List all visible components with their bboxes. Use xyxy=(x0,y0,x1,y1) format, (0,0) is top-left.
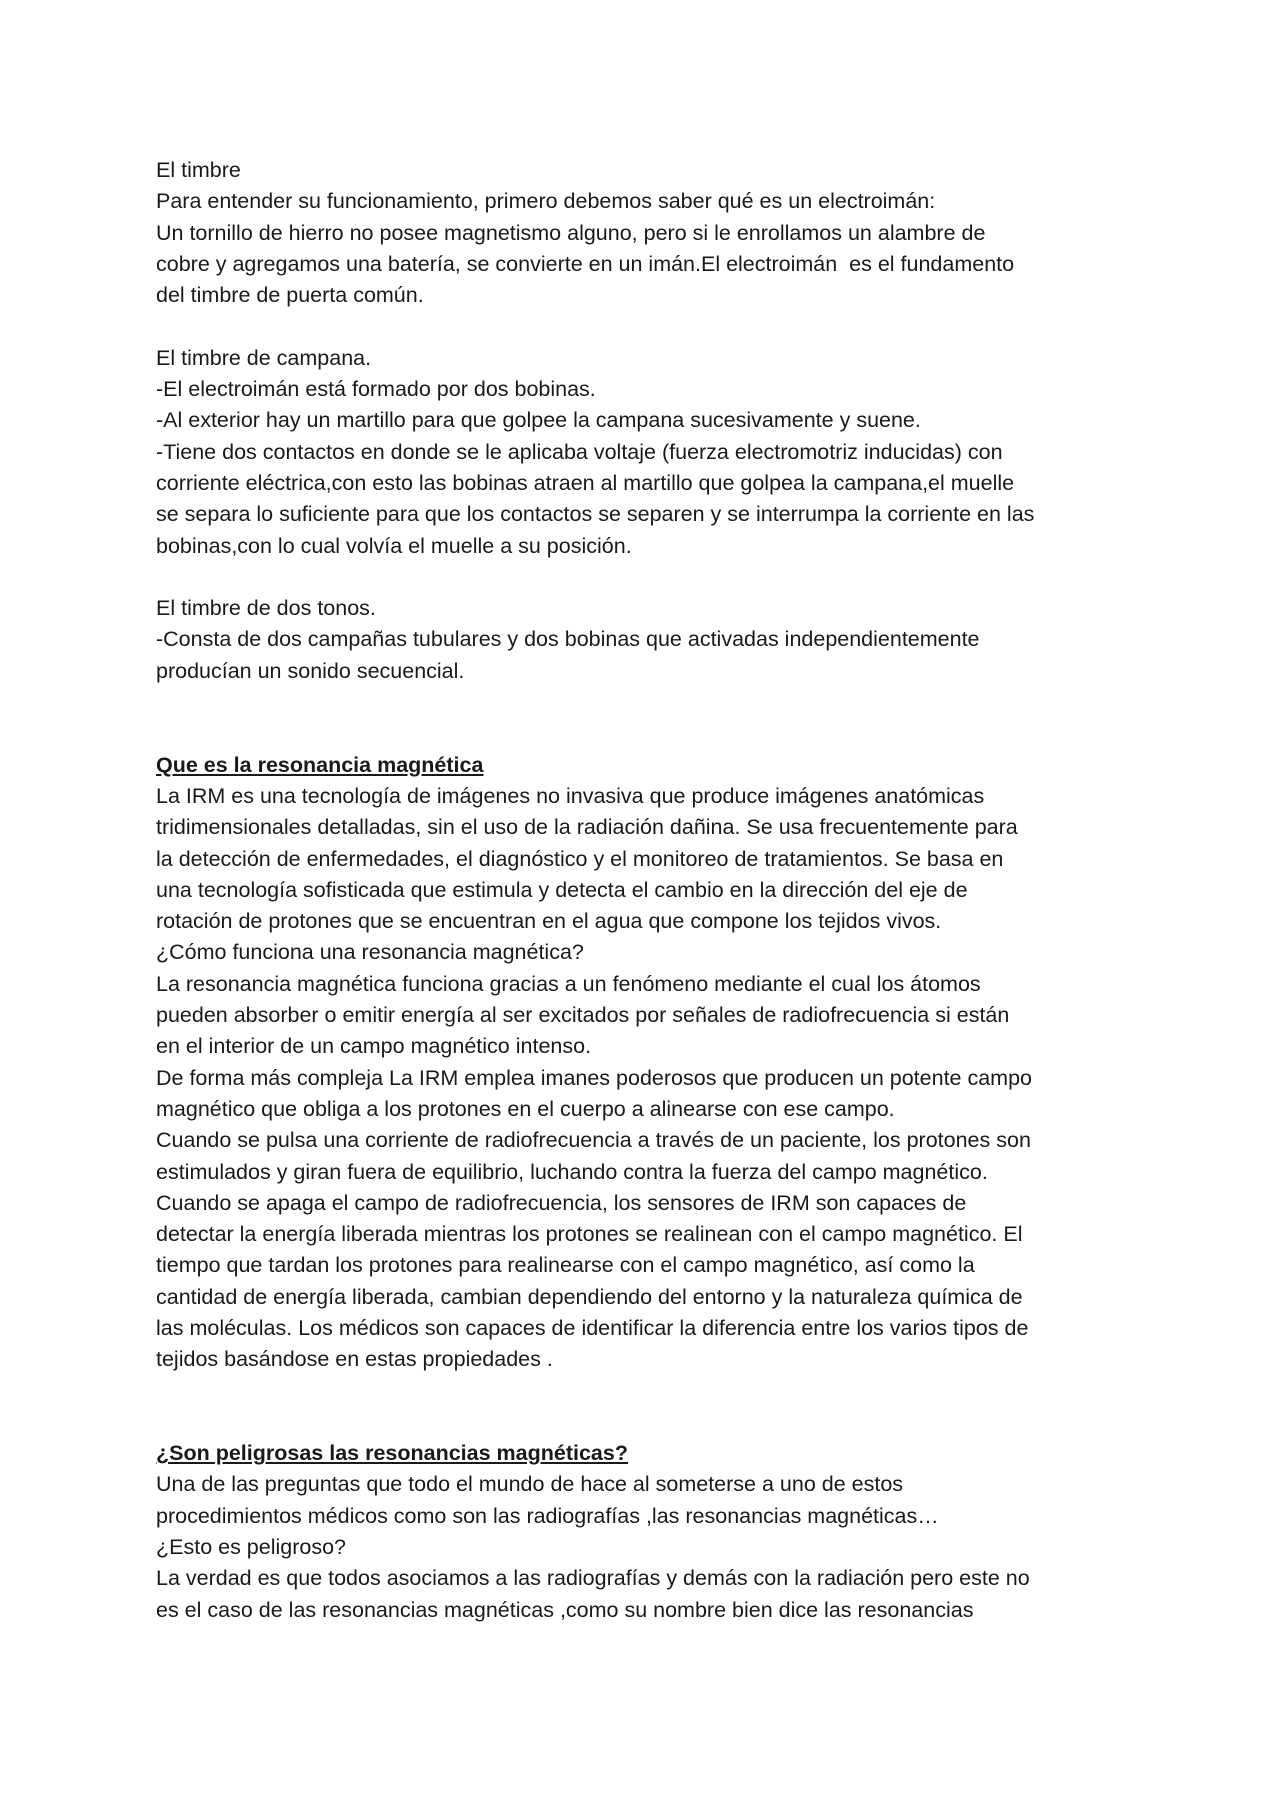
paragraph-line: Cuando se apaga el campo de radiofrecuencia, los sensores de IRM son capaces de xyxy=(156,1190,967,1215)
paragraph-line: bobinas,con lo cual volvía el muelle a su posición. xyxy=(156,533,632,558)
paragraph-line: corriente eléctrica,con esto las bobinas atraen al martillo que golpea la campana,el muelle xyxy=(156,470,1015,495)
paragraph-line: Cuando se pulsa una corriente de radiofrecuencia a través de un paciente, los protones son xyxy=(156,1128,1031,1153)
paragraph-line: ¿Esto es peligroso? xyxy=(156,1535,347,1560)
paragraph-line: La verdad es que todos asociamos a las radiografías y demás con la radiación pero este no xyxy=(156,1566,1030,1591)
paragraph-line: -Tiene dos contactos en donde se le aplicaba voltaje (fuerza electromotriz inducidas) con xyxy=(156,439,1003,464)
paragraph-line: La IRM es una tecnología de imágenes no invasiva que produce imágenes anatómicas xyxy=(156,783,985,808)
paragraph-line: tridimensionales detalladas, sin el uso de la radiación dañina. Se usa frecuentemente para xyxy=(156,815,1018,840)
paragraph-line: -El electroimán está formado por dos bobinas. xyxy=(156,377,596,402)
paragraph-line: las moléculas. Los médicos son capaces de identificar la diferencia entre los varios tipos de xyxy=(156,1315,1029,1340)
blank-line xyxy=(156,718,1136,749)
paragraph-line: Un tornillo de hierro no posee magnetismo alguno, pero si le enrollamos un alambre de xyxy=(156,220,986,245)
blank-line xyxy=(156,311,1136,342)
section-heading: ¿Son peligrosas las resonancias magnéticas? xyxy=(156,1441,628,1466)
paragraph-line: tiempo que tardan los protones para realinearse con el campo magnético, así como la xyxy=(156,1253,975,1278)
paragraph-line: detectar la energía liberada mientras los protones se realinean con el campo magnético. El xyxy=(156,1222,1023,1247)
blank-line xyxy=(156,687,1136,718)
paragraph-line: en el interior de un campo magnético intenso. xyxy=(156,1034,592,1059)
blank-line xyxy=(156,562,1136,593)
blank-line xyxy=(156,1407,1136,1438)
paragraph-line: rotación de protones que se encuentran en el agua que compone los tejidos vivos. xyxy=(156,909,942,934)
paragraph-line: se separa lo suficiente para que los contactos se separen y se interrumpa la corriente en las xyxy=(156,502,1035,527)
paragraph-line: magnético que obliga a los protones en el cuerpo a alinearse con ese campo. xyxy=(156,1096,895,1121)
paragraph-line: La resonancia magnética funciona gracias a un fenómeno mediante el cual los átomos xyxy=(156,971,981,996)
paragraph-line: cobre y agregamos una batería, se convierte en un imán.El electroimán es el fundamento xyxy=(156,251,1015,276)
paragraph-line: la detección de enfermedades, el diagnóstico y el monitoreo de tratamientos. Se basa en xyxy=(156,846,1004,871)
paragraph-line: es el caso de las resonancias magnéticas ,como su nombre bien dice las resonancias xyxy=(156,1597,974,1622)
section-title: El timbre de dos tonos. xyxy=(156,596,376,621)
paragraph-line: una tecnología sofisticada que estimula y detecta el cambio en la dirección del eje de xyxy=(156,877,968,902)
document-body xyxy=(156,155,1136,1626)
paragraph-line: ¿Cómo funciona una resonancia magnética? xyxy=(156,940,584,965)
paragraph-line: -Al exterior hay un martillo para que golpee la campana sucesivamente y suene. xyxy=(156,408,921,433)
section-title: El timbre de campana. xyxy=(156,345,372,370)
paragraph-line: De forma más compleja La IRM emplea imanes poderosos que producen un potente campo xyxy=(156,1065,1033,1090)
paragraph-line: del timbre de puerta común. xyxy=(156,283,424,308)
section-heading: Que es la resonancia magnética xyxy=(156,752,484,777)
paragraph-line: cantidad de energía liberada, cambian dependiendo del entorno y la naturaleza química de xyxy=(156,1284,1023,1309)
paragraph-line: estimulados y giran fuera de equilibrio, luchando contra la fuerza del campo magnético. xyxy=(156,1159,988,1184)
paragraph-line: -Consta de dos campañas tubulares y dos bobinas que activadas independientemente xyxy=(156,627,980,652)
blank-line xyxy=(156,1376,1136,1407)
paragraph-line: pueden absorber o emitir energía al ser excitados por señales de radiofrecuencia si están xyxy=(156,1003,1010,1028)
paragraph-line: Para entender su funcionamiento, primero debemos saber qué es un electroimán: xyxy=(156,189,936,214)
paragraph-line: producían un sonido secuencial. xyxy=(156,658,465,683)
section-title: El timbre xyxy=(156,158,241,182)
paragraph-line: procedimientos médicos como son las radiografías ,las resonancias magnéticas… xyxy=(156,1503,939,1528)
paragraph-line: Una de las preguntas que todo el mundo de hace al someterse a uno de estos xyxy=(156,1472,904,1497)
paragraph-line: tejidos basándose en estas propiedades . xyxy=(156,1347,553,1372)
